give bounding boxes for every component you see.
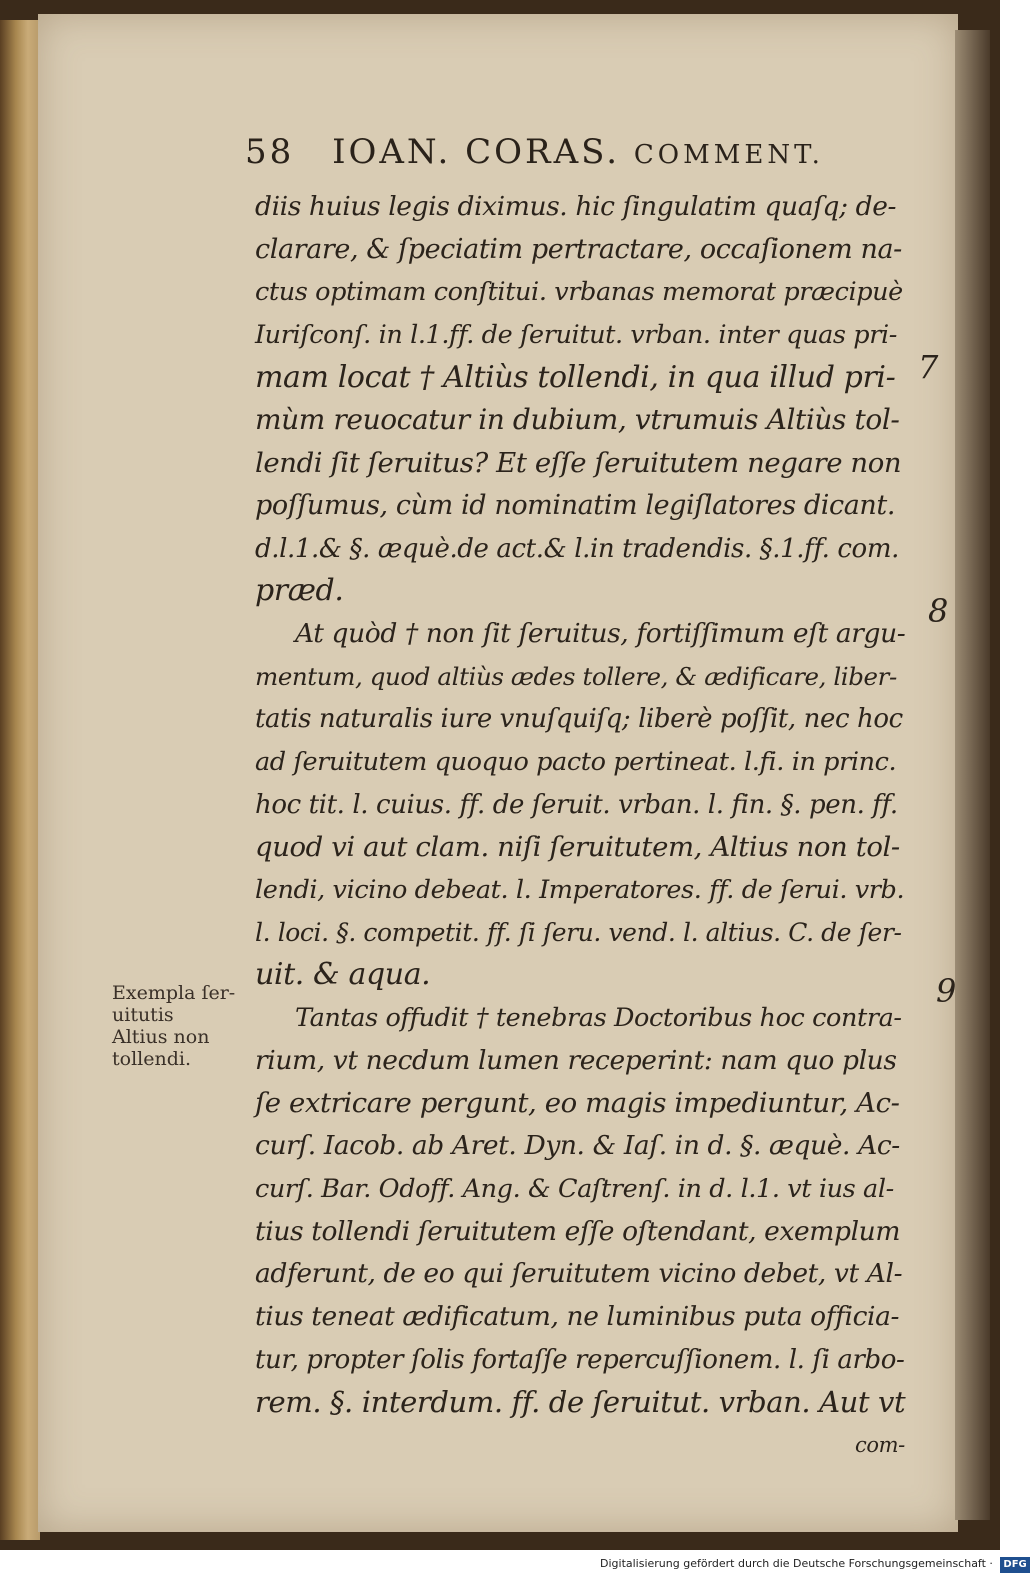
margin-number-8: 8	[928, 592, 949, 630]
text-line: mentum, quod altiùs ædes tollere, & ædificare, liber-	[255, 661, 897, 691]
text-line: ad ſeruitutem quoquo pacto pertineat. l.fi. in princ.	[255, 746, 897, 777]
text-line: poſſumus, cùm id nominatim legiſlatores dicant.	[255, 489, 896, 521]
text-line: lendi ſit ſeruitus? Et eſſe ſeruitutem negare non	[255, 447, 902, 480]
text-line: tius tollendi ſeruitutem eſſe oſtendant, exemplum	[255, 1215, 901, 1247]
side-note-line: Exempla ſer-	[112, 982, 236, 1004]
text-line: quod vi aut clam. niſi ſeruitutem, Altius non tol-	[255, 831, 900, 864]
text-line: adferunt, de eo qui ſeruitutem vicino debet, vt Al-	[255, 1258, 903, 1290]
running-head	[245, 132, 845, 172]
text-line: mùm reuocatur in dubium, vtrumuis Altiùs tol-	[255, 403, 900, 437]
book-spine-edge	[0, 20, 40, 1540]
side-note-line: uitutis	[112, 1004, 174, 1026]
page-right-edge	[955, 30, 990, 1520]
text-line: lendi, vicino debeat. l. Imperatores. ff. de ſerui. vrb.	[255, 875, 905, 905]
page-number: 58	[245, 132, 295, 172]
text-line: tur, propter ſolis fortaſſe repercuſſionem. l. ſi arbo-	[255, 1344, 905, 1375]
text-line: com-	[855, 1432, 905, 1457]
text-line: d.l.1.& §. æquè.de act.& l.in tradendis. §.1.ff. com.	[255, 533, 899, 564]
footer-credit	[600, 1550, 1027, 1577]
text-line: clarare, & ſpeciatim pertractare, occaſionem na-	[255, 233, 902, 265]
text-line: curſ. Bar. Odoff. Ang. & Caſtrenſ. in d. l.1. vt ius al-	[255, 1173, 894, 1204]
running-head-author: IOAN.	[332, 132, 452, 172]
running-head-name: CORAS.	[465, 132, 621, 172]
text-line: ctus optimam conſtitui. vrbanas memorat præcipuè	[255, 277, 903, 308]
text-line: mam locat † Altiùs tollendi, in qua illud pri-	[255, 359, 896, 395]
margin-number-7: 7	[918, 348, 939, 386]
text-line: tatis naturalis iure vnuſquiſq; liberè poſſit, nec hoc	[255, 704, 903, 735]
running-head-title: COMMENT.	[633, 140, 824, 170]
side-note-line: tollendi.	[112, 1048, 191, 1070]
margin-number-9: 9	[936, 972, 957, 1010]
text-line: curſ. Iacob. ab Aret. Dyn. & Iaſ. in d. §. æquè. Ac-	[255, 1130, 900, 1162]
dfg-logo: DFG	[1000, 1557, 1029, 1573]
text-line: rium, vt necdum lumen receperint: nam quo plus	[255, 1044, 897, 1076]
text-line: At quòd † non ſit ſeruitus, fortiſſimum eſt argu-	[295, 617, 906, 649]
body-text	[255, 186, 905, 1467]
footer-text: Digitalisierung gefördert durch die Deutsche Forschungsgemeinschaft ·	[600, 1557, 993, 1570]
text-line: ſe extricare pergunt, eo magis impediuntur, Ac-	[255, 1087, 900, 1120]
text-line: l. loci. §. competit. ff. ſi ſeru. vend. l. altius. C. de ſer-	[255, 917, 902, 947]
text-line: præd.	[255, 573, 344, 609]
text-line: diis huius legis diximus. hic ſingulatim quaſq; de-	[255, 191, 897, 222]
text-line: Tantas offudit † tenebras Doctoribus hoc contra-	[295, 1003, 902, 1034]
side-note	[112, 982, 272, 1070]
text-line: hoc tit. l. cuius. ff. de ſeruit. vrban. l. fin. §. pen. ff.	[255, 789, 898, 820]
text-line: rem. §. interdum. ff. de ſeruitut. vrban. Aut vt	[255, 1385, 906, 1420]
side-note-line: Altius non	[112, 1026, 210, 1048]
text-line: tius teneat ædificatum, ne luminibus puta officia-	[255, 1300, 900, 1332]
text-line: uit. & aqua.	[255, 957, 431, 993]
text-line: Iuriſconſ. in l.1.ff. de ſeruitut. vrban. inter quas pri-	[255, 320, 897, 351]
